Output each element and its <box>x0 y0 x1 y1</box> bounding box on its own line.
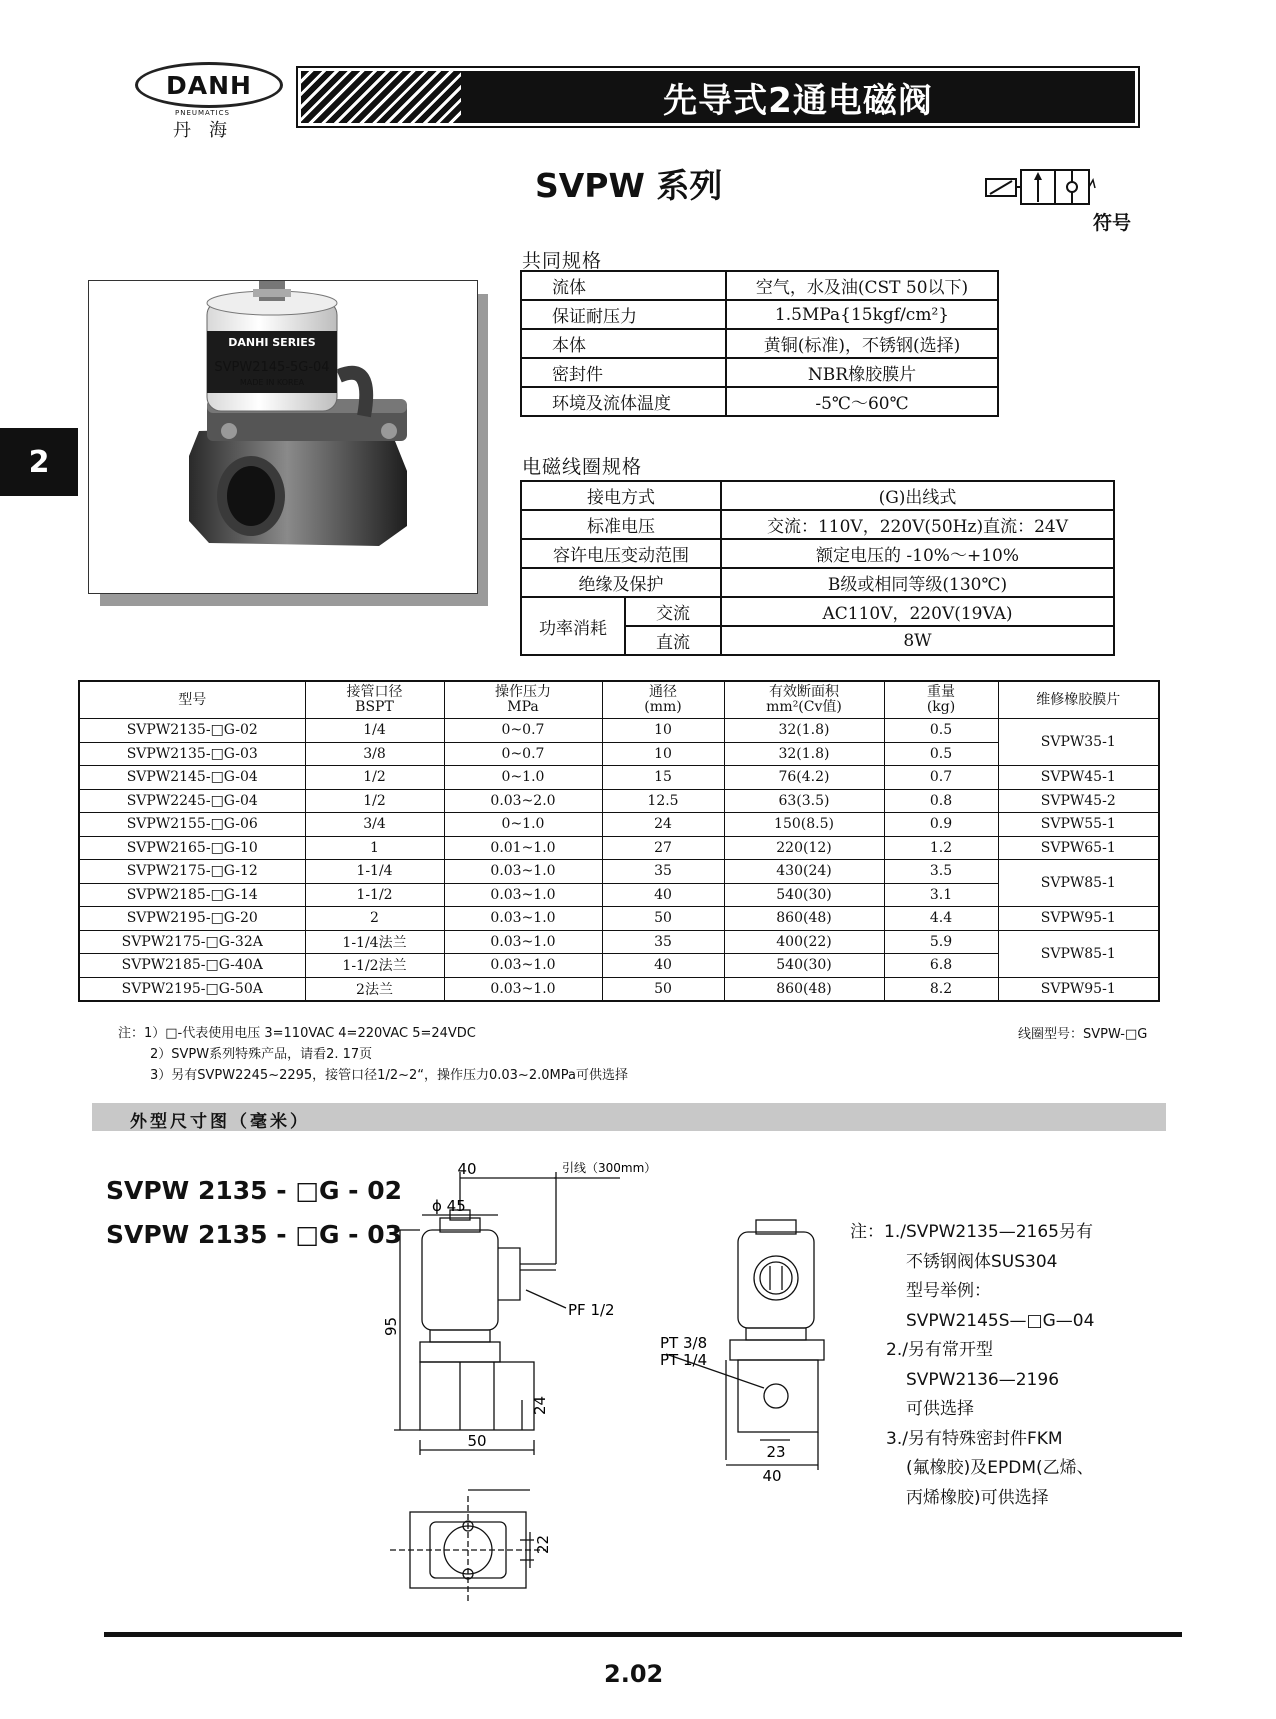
table-cell: 540(30) <box>724 883 884 907</box>
product-photo <box>88 280 478 594</box>
model-cell: SVPW2155-□G-06 <box>79 813 305 837</box>
table-cell: 0.03~1.0 <box>444 930 602 954</box>
note-line: 2./另有常开型 <box>886 1340 993 1360</box>
diaphragm-cell: SVPW95-1 <box>998 977 1159 1001</box>
model-cell: SVPW2245-□G-04 <box>79 789 305 813</box>
spec-label: 密封件 <box>521 358 726 387</box>
table-row <box>521 510 1114 539</box>
table-cell: 40 <box>602 954 724 978</box>
dimensions-title: 外型尺寸图（毫米） <box>130 1112 310 1132</box>
spec-label: 流体 <box>521 271 726 300</box>
spec-sublabel: 直流 <box>625 626 721 655</box>
column-header: 重量 (kg) <box>884 681 998 719</box>
spec-value: -5℃～60℃ <box>726 387 998 416</box>
table-cell: 0.03~1.0 <box>444 977 602 1001</box>
table-cell: 27 <box>602 836 724 860</box>
table-cell: 10 <box>602 719 724 743</box>
table-cell: 40 <box>602 883 724 907</box>
dimension-notes <box>850 1218 1094 1513</box>
table-cell: 220(12) <box>724 836 884 860</box>
dim-label: 23 <box>766 1443 786 1461</box>
diaphragm-cell: SVPW45-2 <box>998 789 1159 813</box>
table-cell: 1/2 <box>305 766 444 790</box>
spec-label: 接电方式 <box>521 481 721 510</box>
page-number: 2.02 <box>604 1660 664 1688</box>
table-cell: 15 <box>602 766 724 790</box>
table-cell: 430(24) <box>724 860 884 884</box>
page-title: 先导式2通电磁阀 <box>663 80 933 121</box>
table-cell: 50 <box>602 907 724 931</box>
spec-value: 交流：110V，220V(50Hz)直流：24V <box>721 510 1114 539</box>
table-row <box>79 766 1159 790</box>
table-row <box>79 789 1159 813</box>
diaphragm-cell: SVPW85-1 <box>998 930 1159 977</box>
dim-label: 22 <box>534 1534 552 1554</box>
table-row <box>79 719 1159 743</box>
diaphragm-cell: SVPW45-1 <box>998 766 1159 790</box>
table-cell: 1-1/2法兰 <box>305 954 444 978</box>
diaphragm-cell: SVPW65-1 <box>998 836 1159 860</box>
dim-label: 50 <box>467 1432 487 1450</box>
brand-logo <box>135 62 285 140</box>
table-cell: 0~0.7 <box>444 719 602 743</box>
table-row <box>521 358 998 387</box>
table-row <box>79 907 1159 931</box>
table-cell: 860(48) <box>724 907 884 931</box>
note-line: 型号举例： <box>906 1281 991 1301</box>
note-line: SVPW2145S—□G—04 <box>906 1310 1095 1331</box>
column-header: 型号 <box>79 681 305 719</box>
table-row <box>521 387 998 416</box>
table-cell: 32(1.8) <box>724 742 884 766</box>
series-title: SVPW 系列 <box>535 166 723 205</box>
symbol-label: 符号 <box>1093 212 1132 234</box>
table-row <box>79 836 1159 860</box>
model-cell: SVPW2145-□G-04 <box>79 766 305 790</box>
model-cell: SVPW2195-□G-50A <box>79 977 305 1001</box>
diaphragm-cell: SVPW55-1 <box>998 813 1159 837</box>
table-cell: 3.1 <box>884 883 998 907</box>
note-line: 2）SVPW系列特殊产品，请看2. 17页 <box>150 1047 373 1062</box>
table-cell: 0~1.0 <box>444 813 602 837</box>
table-row <box>79 742 1159 766</box>
spec-value: 空气，水及油(CST 50以下) <box>726 271 998 300</box>
column-header: 接管口径 BSPT <box>305 681 444 719</box>
dim-label: PF 1/2 <box>568 1301 615 1319</box>
coil-model-note: 线圈型号：SVPW-□G <box>1018 1027 1148 1042</box>
note-line: 3）另有SVPW2245~2295，接管口径1/2~2“，操作压力0.03~2.0MPa可供选择 <box>150 1068 628 1083</box>
column-header: 操作压力 MPa <box>444 681 602 719</box>
logo-chinese: 丹海 <box>173 120 245 141</box>
model-cell: SVPW2165-□G-10 <box>79 836 305 860</box>
model-cell: SVPW2135-□G-03 <box>79 742 305 766</box>
logo-oval <box>135 62 283 108</box>
column-header: 有效断面积 mm²(Cv值) <box>724 681 884 719</box>
model-cell: SVPW2185-□G-40A <box>79 954 305 978</box>
table-cell: 1-1/4法兰 <box>305 930 444 954</box>
title-banner <box>296 66 1140 128</box>
table-cell: 0~0.7 <box>444 742 602 766</box>
table-row <box>521 271 998 300</box>
table-cell: 1-1/4 <box>305 860 444 884</box>
table-row <box>521 329 998 358</box>
table-cell: 0.5 <box>884 742 998 766</box>
table-cell: 150(8.5) <box>724 813 884 837</box>
model-cell: SVPW2135-□G-02 <box>79 719 305 743</box>
table-cell: 1-1/2 <box>305 883 444 907</box>
table-cell: 0.03~1.0 <box>444 907 602 931</box>
drawing-model-label: SVPW 2135 - □G - 03 <box>106 1220 403 1249</box>
table-cell: 0.03~1.0 <box>444 860 602 884</box>
table-cell: 8.2 <box>884 977 998 1001</box>
drawing-model-label: SVPW 2135 - □G - 02 <box>106 1176 403 1205</box>
table-cell: 76(4.2) <box>724 766 884 790</box>
dimension-drawing <box>382 1160 830 1610</box>
table-cell: 0.9 <box>884 813 998 837</box>
model-cell: SVPW2175-□G-12 <box>79 860 305 884</box>
table-row <box>521 481 1114 510</box>
table-cell: 35 <box>602 930 724 954</box>
table-row <box>521 539 1114 568</box>
note-line: 丙烯橡胶)可供选择 <box>906 1487 1049 1508</box>
spec-label: 标准电压 <box>521 510 721 539</box>
spec-value: AC110V，220V(19VA) <box>721 597 1114 626</box>
spec-label: 环境及流体温度 <box>521 387 726 416</box>
chapter-tab: 2 <box>0 428 78 496</box>
table-cell: 5.9 <box>884 930 998 954</box>
dim-label: ϕ 45 <box>432 1197 466 1215</box>
table-notes <box>118 1023 628 1086</box>
model-cell: SVPW2175-□G-32A <box>79 930 305 954</box>
table-cell: 12.5 <box>602 789 724 813</box>
table-cell: 540(30) <box>724 954 884 978</box>
spec-value: 额定电压的 -10%～+10% <box>721 539 1114 568</box>
table-row <box>79 860 1159 884</box>
spec-label: 本体 <box>521 329 726 358</box>
spec-label: 保证耐压力 <box>521 300 726 329</box>
spec-value: 8W <box>721 626 1114 655</box>
spec-label: 功率消耗 <box>521 597 625 655</box>
coil-spec-table <box>520 480 1115 656</box>
photo-label-origin: MADE IN KOREA <box>239 378 305 387</box>
spec-label: 绝缘及保护 <box>521 568 721 597</box>
table-cell: 24 <box>602 813 724 837</box>
table-row <box>79 813 1159 837</box>
valve-symbol-icon <box>985 168 1095 208</box>
table-cell: 400(22) <box>724 930 884 954</box>
note-line: 注：1./SVPW2135—2165另有 <box>850 1222 1093 1242</box>
table-cell: 2法兰 <box>305 977 444 1001</box>
table-cell: 1/2 <box>305 789 444 813</box>
common-spec-title: 共同规格 <box>522 250 603 272</box>
spec-value: NBR橡胶膜片 <box>726 358 998 387</box>
note-line: 注：1）□-代表使用电压 3=110VAC 4=220VAC 5=24VDC <box>118 1026 476 1041</box>
table-cell: 63(3.5) <box>724 789 884 813</box>
note-line: 不锈钢阀体SUS304 <box>906 1251 1058 1272</box>
table-cell: 0.7 <box>884 766 998 790</box>
table-cell: 35 <box>602 860 724 884</box>
table-cell: 860(48) <box>724 977 884 1001</box>
common-spec-table <box>520 270 999 417</box>
table-row <box>79 977 1159 1001</box>
column-header: 维修橡胶膜片 <box>998 681 1159 719</box>
spec-value: (G)出线式 <box>721 481 1114 510</box>
table-header-row <box>79 681 1159 719</box>
table-row <box>79 930 1159 954</box>
table-cell: 32(1.8) <box>724 719 884 743</box>
coil-spec-title: 电磁线圈规格 <box>522 456 643 478</box>
spec-value: 1.5MPa{15kgf/cm²} <box>726 300 998 329</box>
note-line: 可供选择 <box>906 1399 974 1419</box>
table-cell: 0.03~1.0 <box>444 954 602 978</box>
table-cell: 3.5 <box>884 860 998 884</box>
model-cell: SVPW2195-□G-20 <box>79 907 305 931</box>
table-row <box>521 300 998 329</box>
spec-value: 黄铜(标准)，不锈钢(选择) <box>726 329 998 358</box>
dim-label: 引线（300mm） <box>562 1161 657 1175</box>
table-cell: 4.4 <box>884 907 998 931</box>
table-cell: 0.03~1.0 <box>444 883 602 907</box>
table-cell: 0.03~2.0 <box>444 789 602 813</box>
table-cell: 50 <box>602 977 724 1001</box>
table-cell: 1 <box>305 836 444 860</box>
table-cell: 10 <box>602 742 724 766</box>
diaphragm-cell: SVPW95-1 <box>998 907 1159 931</box>
logo-wordmark: DANH <box>166 70 252 100</box>
table-cell: 0.01~1.0 <box>444 836 602 860</box>
model-cell: SVPW2185-□G-14 <box>79 883 305 907</box>
table-cell: 0.5 <box>884 719 998 743</box>
note-line: SVPW2136—2196 <box>906 1369 1060 1390</box>
table-row <box>521 597 1114 626</box>
dim-label: PT 3/8 <box>660 1334 708 1352</box>
table-cell: 6.8 <box>884 954 998 978</box>
dim-label: PT 1/4 <box>660 1351 708 1369</box>
table-cell: 0~1.0 <box>444 766 602 790</box>
table-cell: 1.2 <box>884 836 998 860</box>
table-cell: 0.8 <box>884 789 998 813</box>
table-cell: 3/4 <box>305 813 444 837</box>
diaphragm-cell: SVPW35-1 <box>998 719 1159 766</box>
dim-label: 95 <box>382 1316 400 1336</box>
stripe-decoration <box>301 71 461 123</box>
note-line: (氟橡胶)及EPDM(乙烯、 <box>906 1458 1094 1478</box>
logo-subtitle: PNEUMATICS <box>175 109 230 117</box>
table-cell: 3/8 <box>305 742 444 766</box>
diaphragm-cell: SVPW85-1 <box>998 860 1159 907</box>
table-row <box>79 954 1159 978</box>
model-table <box>78 680 1160 1002</box>
dim-label: 40 <box>762 1467 782 1485</box>
table-row <box>521 568 1114 597</box>
footer-rule <box>104 1632 1182 1637</box>
spec-label: 容许电压变动范围 <box>521 539 721 568</box>
photo-label-model: SVPW2145-5G-04 <box>214 360 330 375</box>
dim-label: 24 <box>531 1395 549 1415</box>
table-cell: 1/4 <box>305 719 444 743</box>
dim-label: 40 <box>457 1160 477 1178</box>
spec-sublabel: 交流 <box>625 597 721 626</box>
spec-value: B级或相同等级(130℃) <box>721 568 1114 597</box>
photo-label-series: DANHI SERIES <box>228 336 316 349</box>
note-line: 3./另有特殊密封件FKM <box>886 1428 1063 1449</box>
column-header: 通径 (mm) <box>602 681 724 719</box>
table-row <box>79 883 1159 907</box>
table-cell: 2 <box>305 907 444 931</box>
